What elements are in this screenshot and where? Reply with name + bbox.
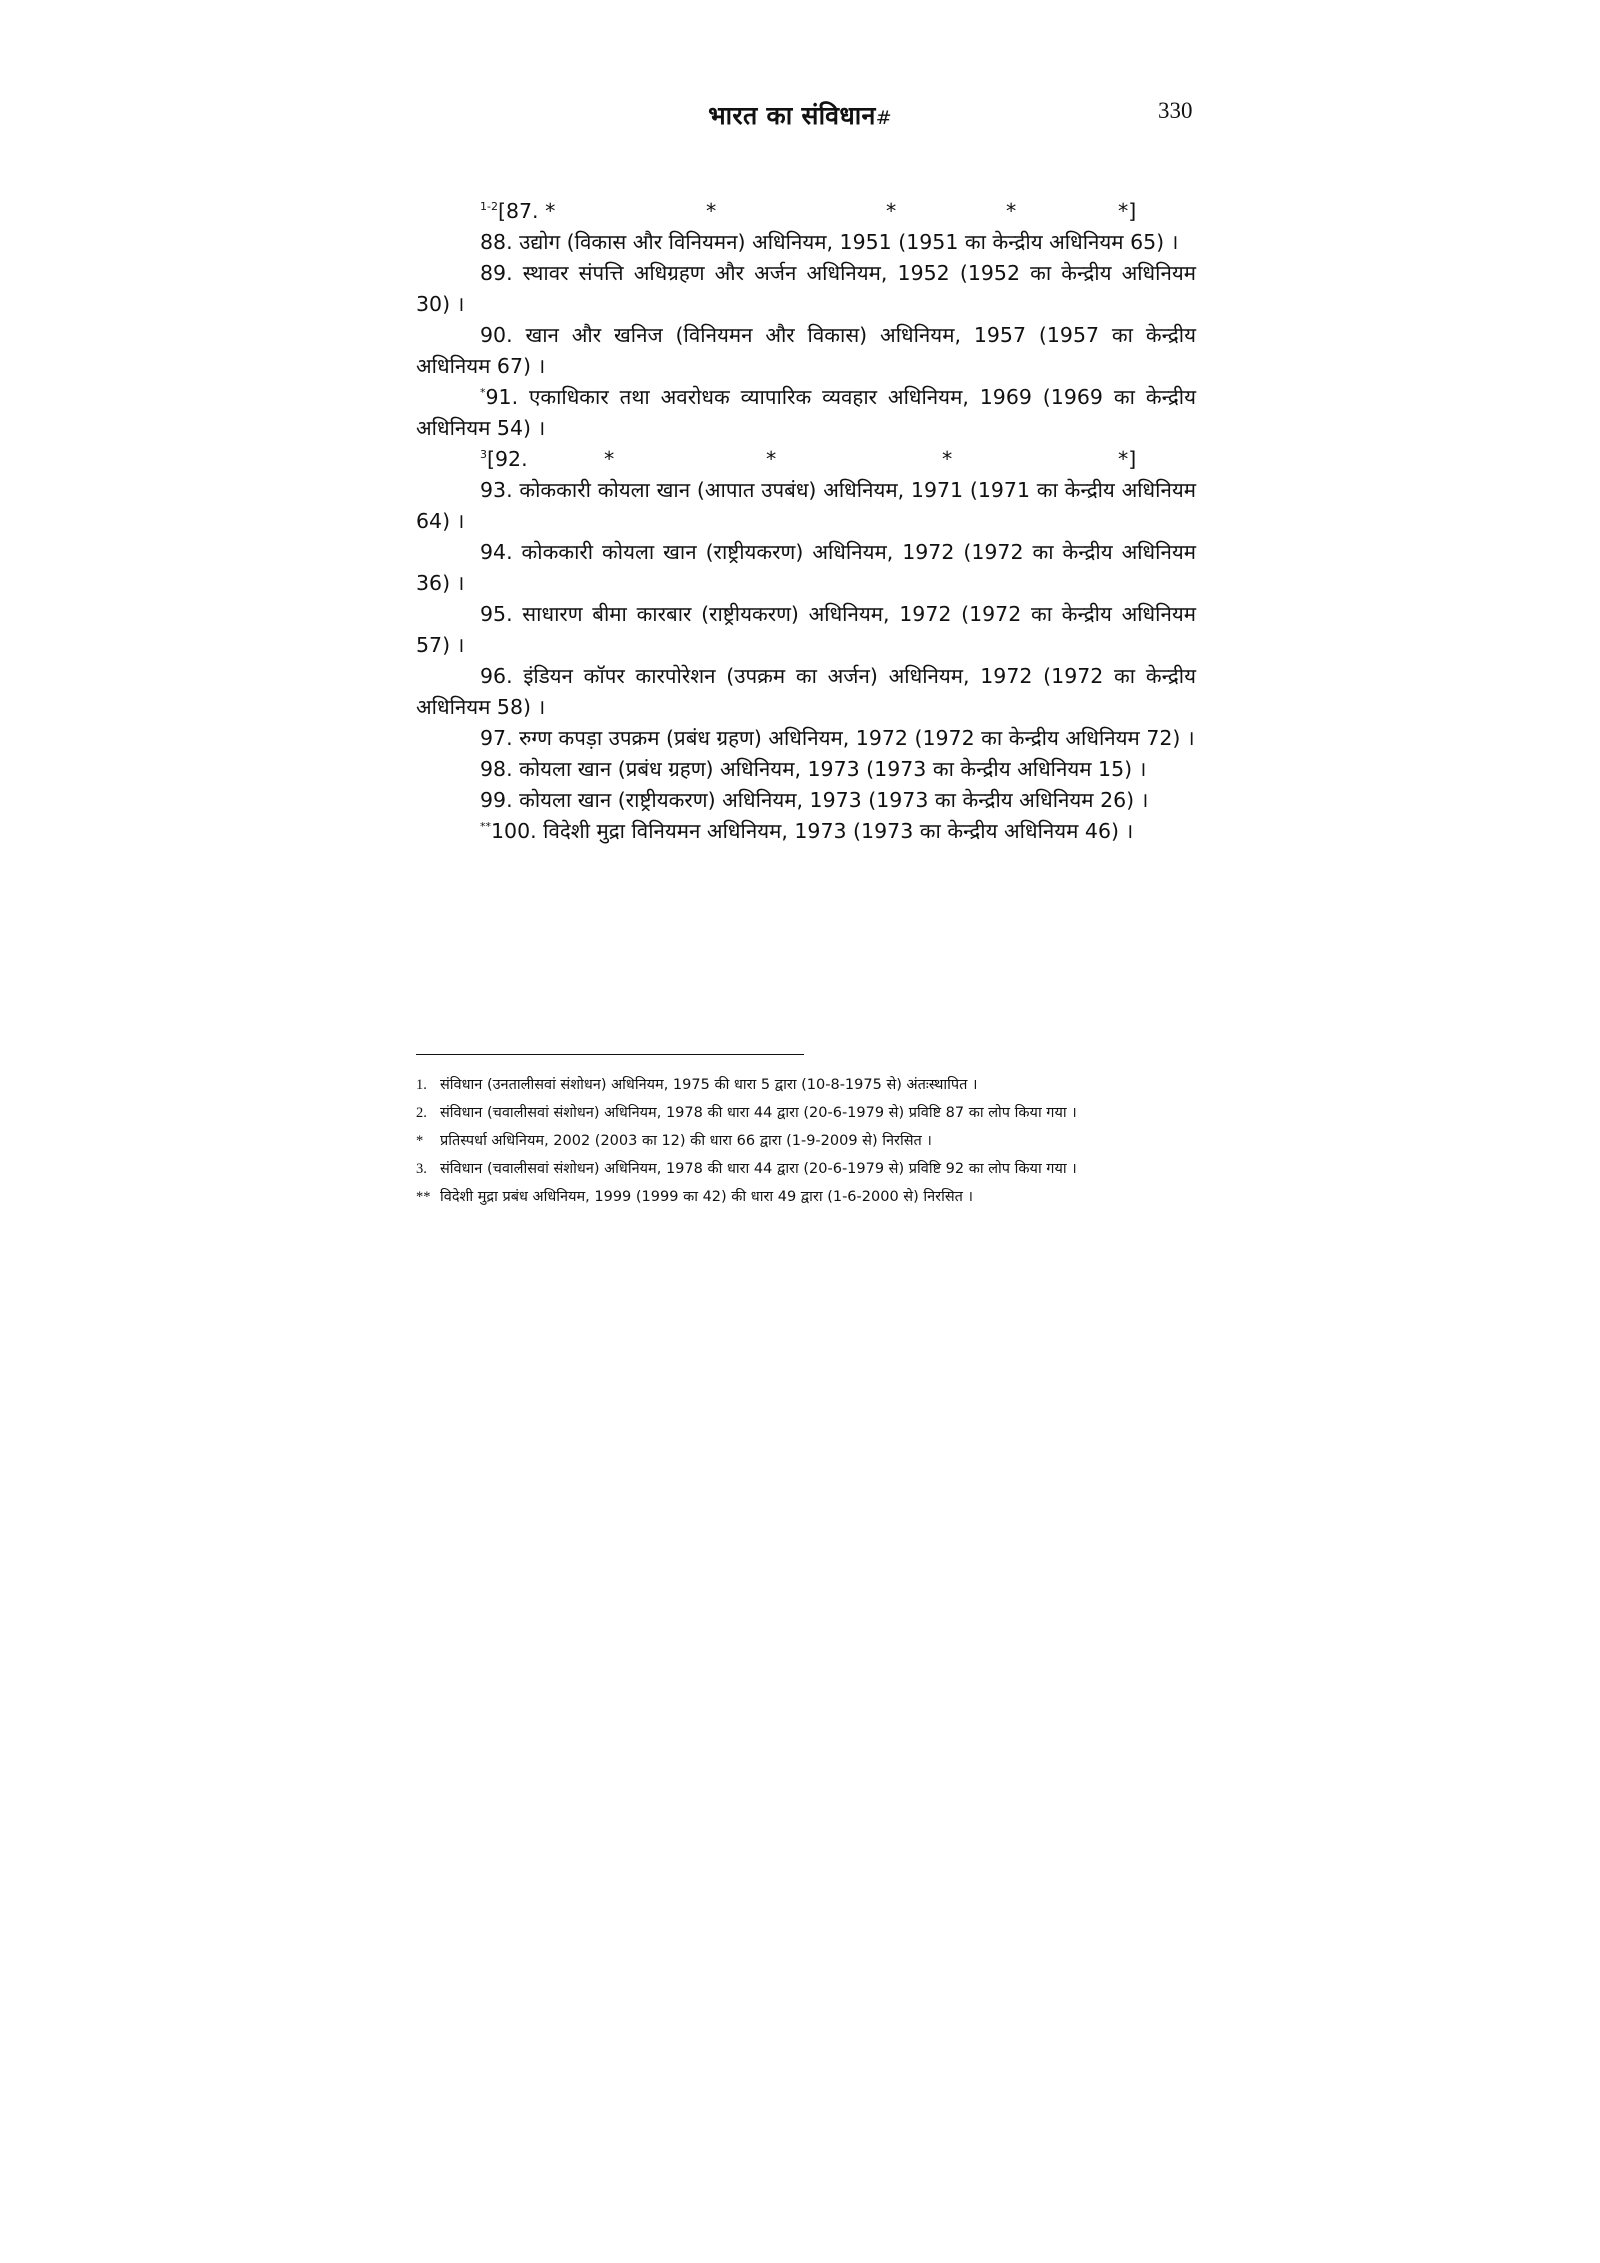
footnote-mark: 3. — [416, 1161, 427, 1177]
entry-99 — [416, 785, 1196, 816]
title-text: भारत का संविधान — [708, 101, 876, 130]
footnote-mark: 2. — [416, 1105, 427, 1121]
entry-text: 100. विदेशी मुद्रा विनियमन अधिनियम, 1973 (1973 का केन्द्रीय अधिनियम 46) । — [491, 819, 1134, 843]
entry-text: 97. रुग्ण कपड़ा उपक्रम (प्रबंध ग्रहण) अधिनियम, 1972 (1972 का केन्द्रीय अधिनियम 72) । — [480, 726, 1195, 750]
entry-89 — [416, 258, 1196, 320]
footnote-mark: 1. — [416, 1077, 427, 1093]
entry-sup: ** — [480, 820, 491, 834]
entry-sup: 3 — [480, 448, 487, 462]
entry-97 — [416, 723, 1196, 754]
entry-96 — [416, 661, 1196, 723]
footnote-divider — [416, 1054, 804, 1055]
entry-text: 96. इंडियन कॉपर कारपोरेशन (उपक्रम का अर्जन) अधिनियम, 1972 (1972 का केन्द्रीय अधिनियम 58) । — [416, 664, 1196, 719]
footnotes — [416, 1072, 1196, 1212]
omission-star: * — [1006, 199, 1017, 223]
footnote-text: प्रतिस्पर्धा अधिनियम, 2002 (2003 का 12) की धारा 66 द्वारा (1-9-2009 से) निरसित । — [440, 1133, 932, 1149]
entry-95 — [416, 599, 1196, 661]
footnote-double-star — [416, 1184, 1196, 1210]
entry-92 — [416, 444, 1196, 475]
omission-star: * — [766, 447, 777, 471]
entry-text: 98. कोयला खान (प्रबंध ग्रहण) अधिनियम, 1973 (1973 का केन्द्रीय अधिनियम 15) । — [480, 757, 1147, 781]
footnote-2 — [416, 1100, 1196, 1126]
entry-text: 99. कोयला खान (राष्ट्रीयकरण) अधिनियम, 1973 (1973 का केन्द्रीय अधिनियम 26) । — [480, 788, 1149, 812]
omission-star: * — [706, 199, 717, 223]
entry-text: 94. कोककारी कोयला खान (राष्ट्रीयकरण) अधिनियम, 1972 (1972 का केन्द्रीय अधिनियम 36) । — [416, 540, 1196, 595]
omission-star: * — [604, 447, 615, 471]
title-mark: # — [875, 107, 892, 129]
entry-87 — [416, 196, 1196, 227]
entry-text: 91. एकाधिकार तथा अवरोधक व्यापारिक व्यवहार अधिनियम, 1969 (1969 का केन्द्रीय अधिनियम 54) । — [416, 385, 1196, 440]
omission-star: *] — [1118, 199, 1137, 223]
page-title — [600, 98, 1000, 132]
entry-sup: * — [480, 386, 486, 400]
omission-star: * — [886, 199, 897, 223]
entry-93 — [416, 475, 1196, 537]
omission-star: *] — [1118, 447, 1137, 471]
entry-text: 95. साधारण बीमा कारबार (राष्ट्रीयकरण) अधिनियम, 1972 (1972 का केन्द्रीय अधिनियम 57) । — [416, 602, 1196, 657]
entry-94 — [416, 537, 1196, 599]
footnote-mark: ** — [416, 1189, 431, 1205]
page-number: 330 — [1158, 98, 1193, 123]
entry-text: [87. * — [497, 199, 556, 223]
entry-text: 88. उद्योग (विकास और विनियमन) अधिनियम, 1951 (1951 का केन्द्रीय अधिनियम 65) । — [480, 230, 1179, 254]
entry-98 — [416, 754, 1196, 785]
omission-star: * — [942, 447, 953, 471]
entry-text: 93. कोककारी कोयला खान (आपात उपबंध) अधिनियम, 1971 (1971 का केन्द्रीय अधिनियम 64) । — [416, 478, 1196, 533]
footnote-3 — [416, 1156, 1196, 1182]
entry-88 — [416, 227, 1196, 258]
schedule-entries — [416, 196, 1196, 847]
entry-text: 89. स्थावर संपत्ति अधिग्रहण और अर्जन अधिनियम, 1952 (1952 का केन्द्रीय अधिनियम 30) । — [416, 261, 1196, 316]
footnote-1 — [416, 1072, 1196, 1098]
entry-100 — [416, 816, 1196, 847]
footnote-text: संविधान (उनतालीसवां संशोधन) अधिनियम, 1975 की धारा 5 द्वारा (10-8-1975 से) अंतःस्थापित । — [440, 1077, 978, 1093]
footnote-text: संविधान (चवालीसवां संशोधन) अधिनियम, 1978 की धारा 44 द्वारा (20-6-1979 से) प्रविष्टि 87 का लोप किया गया । — [440, 1105, 1077, 1121]
entry-91 — [416, 382, 1196, 444]
entry-text: [92. — [487, 447, 528, 471]
entry-90 — [416, 320, 1196, 382]
entry-sup: 1-2 — [480, 200, 498, 214]
footnote-star — [416, 1128, 1196, 1154]
footnote-text: विदेशी मुद्रा प्रबंध अधिनियम, 1999 (1999 का 42) की धारा 49 द्वारा (1-6-2000 से) निरसित । — [440, 1189, 974, 1205]
entry-text: 90. खान और खनिज (विनियमन और विकास) अधिनियम, 1957 (1957 का केन्द्रीय अधिनियम 67) । — [416, 323, 1196, 378]
footnote-mark: * — [416, 1133, 424, 1149]
footnote-text: संविधान (चवालीसवां संशोधन) अधिनियम, 1978 की धारा 44 द्वारा (20-6-1979 से) प्रविष्टि 92 का लोप किया गया । — [440, 1161, 1077, 1177]
